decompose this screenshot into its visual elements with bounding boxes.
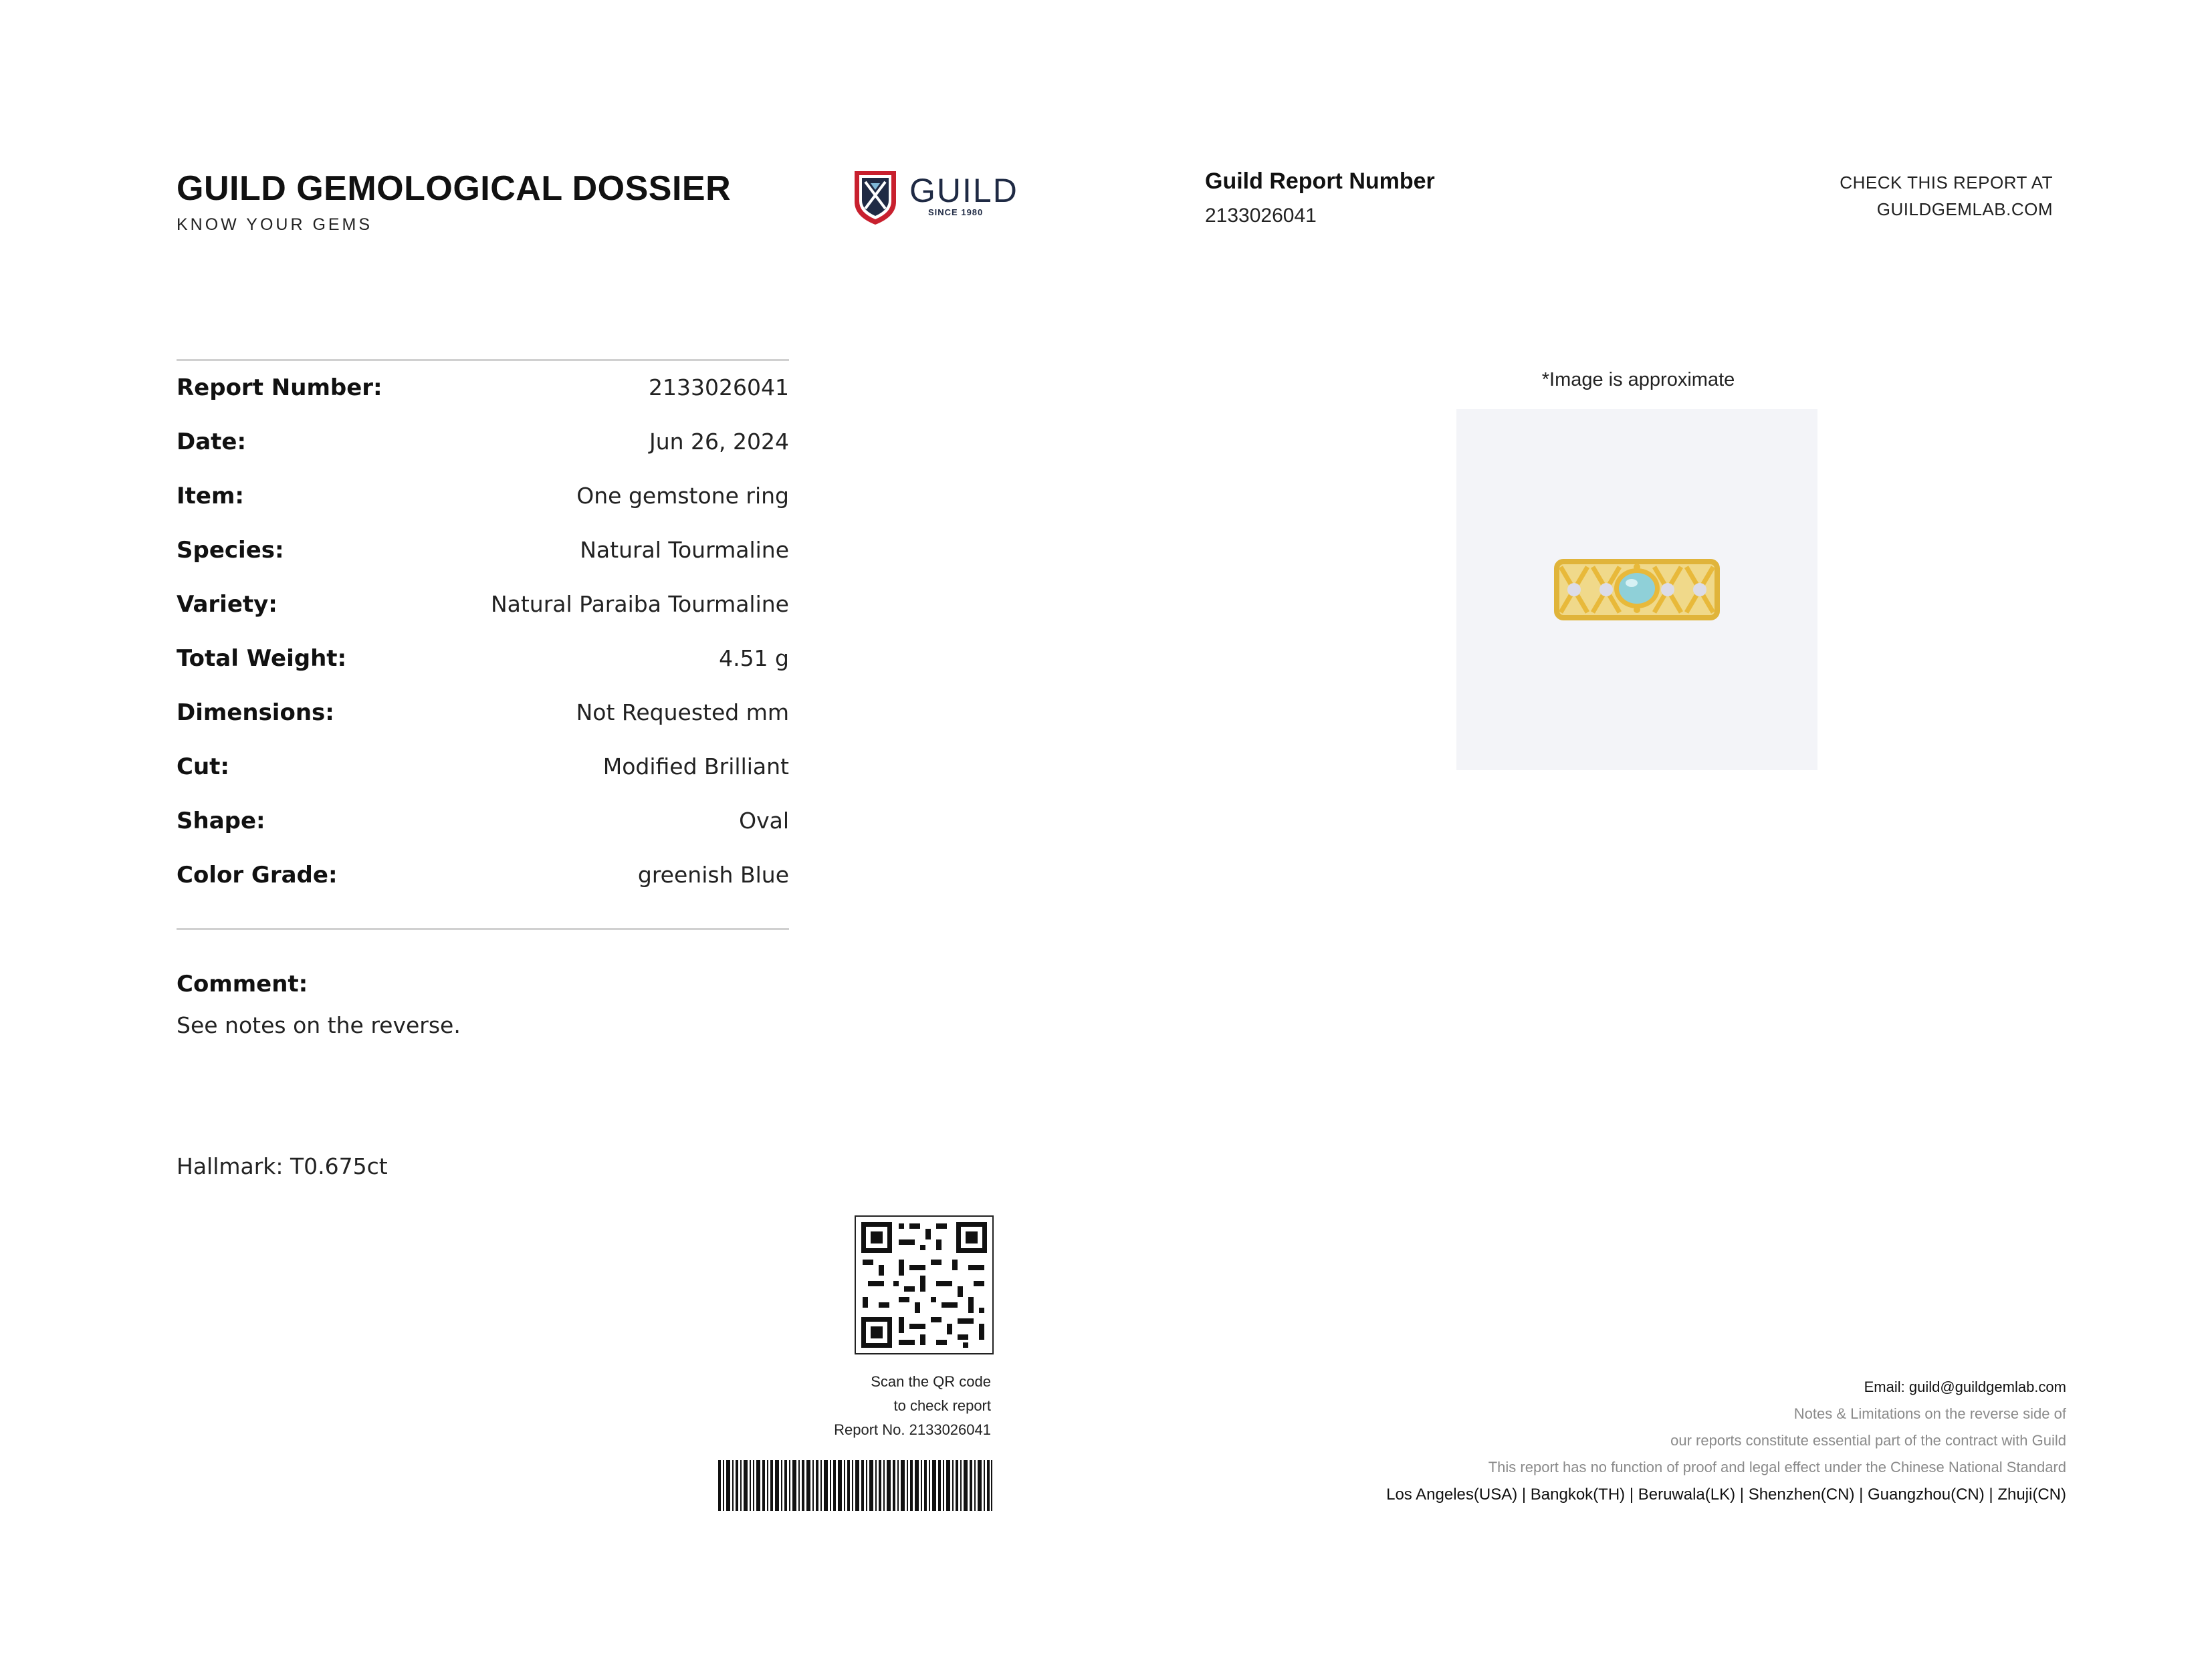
detail-label: Report Number:: [177, 374, 382, 401]
office-locations: Los Angeles(USA) | Bangkok(TH) | Beruwala(LK) | Shenzhen(CN) | Guangzhou(CN) | Zhuji(CN): [1386, 1486, 2066, 1504]
detail-label: Date:: [177, 429, 247, 455]
detail-label: Color Grade:: [177, 862, 338, 888]
detail-row-cut: [177, 753, 789, 808]
ring-photo: [1456, 409, 1817, 770]
hallmark: Hallmark: T0.675ct: [177, 1153, 388, 1179]
detail-value: Modified Brilliant: [602, 753, 789, 780]
detail-row-variety: [177, 591, 789, 645]
report-number-value: 2133026041: [1205, 205, 1317, 227]
detail-value: Natural Paraiba Tourmaline: [490, 591, 789, 617]
detail-label: Variety:: [177, 591, 278, 618]
detail-value: Oval: [739, 808, 789, 834]
detail-row-dimensions: [177, 699, 789, 753]
qr-code-icon: [856, 1217, 992, 1353]
notes-line3: This report has no function of proof and legal effect under the Chinese National Standard: [1488, 1459, 2066, 1475]
detail-label: Species:: [177, 537, 284, 564]
detail-value: 2133026041: [649, 374, 789, 400]
notes-line2: our reports constitute essential part of the contract with Guild: [1670, 1432, 2066, 1449]
detail-row-shape: [177, 808, 789, 862]
detail-label: Total Weight:: [177, 645, 347, 672]
detail-row-report-number: [177, 374, 789, 429]
detail-label: Item:: [177, 483, 244, 509]
detail-label: Shape:: [177, 808, 265, 834]
detail-value: greenish Blue: [637, 862, 789, 888]
detail-row-date: [177, 429, 789, 483]
detail-row-species: [177, 537, 789, 591]
detail-value: Jun 26, 2024: [649, 429, 789, 455]
detail-row-item: [177, 483, 789, 537]
qr-caption-report-no: Report No. 2133026041: [834, 1421, 991, 1438]
details-table: [177, 359, 789, 930]
check-report-line1: CHECK THIS REPORT AT: [1840, 172, 2053, 193]
notes-line1: Notes & Limitations on the reverse side of: [1793, 1405, 2066, 1422]
image-caption: *Image is approximate: [1541, 369, 1735, 390]
detail-value: 4.51 g: [719, 645, 789, 671]
document-subtitle: KNOW YOUR GEMS: [177, 215, 373, 234]
detail-label: Dimensions:: [177, 699, 334, 726]
detail-row-color-grade: [177, 862, 789, 916]
barcode-icon: [718, 1460, 992, 1511]
logo-since: SINCE 1980: [928, 207, 984, 217]
detail-row-total-weight: [177, 645, 789, 699]
detail-value: Not Requested mm: [576, 699, 789, 725]
document-title: GUILD GEMOLOGICAL DOSSIER: [177, 169, 732, 208]
comment-label: Comment:: [177, 971, 308, 997]
report-number-label: Guild Report Number: [1205, 168, 1435, 194]
detail-value: One gemstone ring: [576, 483, 789, 509]
contact-email[interactable]: Email: guild@guildgemlab.com: [1864, 1379, 2066, 1395]
qr-caption-line2: to check report: [893, 1397, 991, 1414]
ring-image-icon: [1456, 409, 1817, 770]
check-report-url[interactable]: GUILDGEMLAB.COM: [1876, 199, 2053, 219]
detail-label: Cut:: [177, 753, 230, 780]
qr-code[interactable]: [855, 1215, 994, 1354]
comment-text: See notes on the reverse.: [177, 1012, 461, 1038]
logo-wordmark: GUILD: [909, 172, 1018, 209]
detail-value: Natural Tourmaline: [580, 537, 789, 563]
qr-caption-line1: Scan the QR code: [871, 1373, 991, 1390]
